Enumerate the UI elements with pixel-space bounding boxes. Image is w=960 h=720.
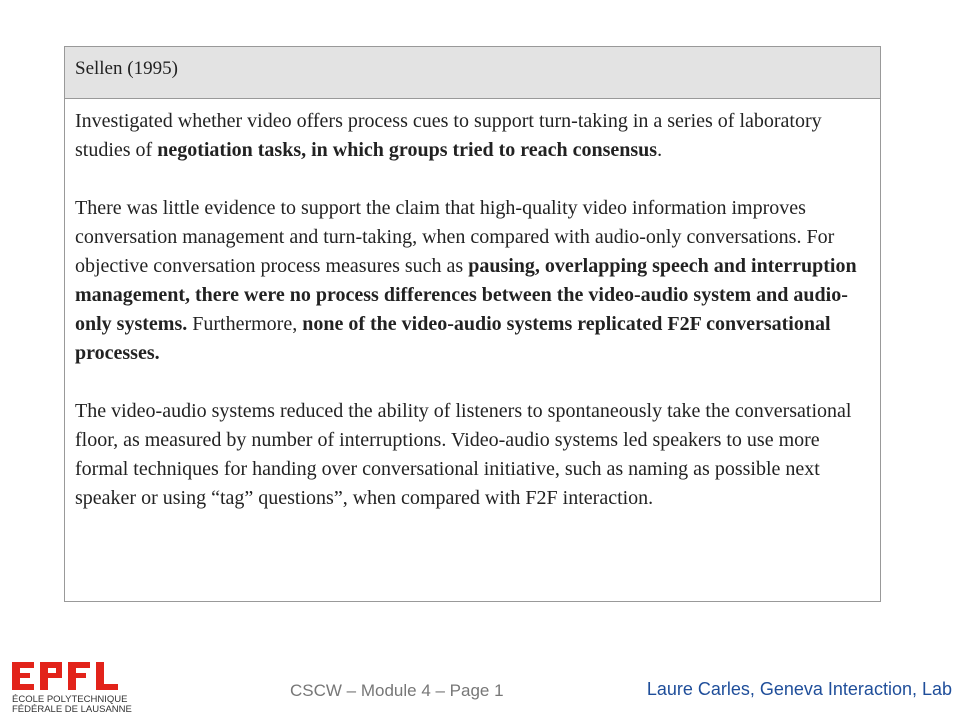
- paragraph-1-bold: negotiation tasks, in which groups tried to reach consensus: [157, 139, 658, 161]
- paragraph-1: [75, 107, 870, 165]
- paragraph-2-bold-1: pausing, overlapping speech and interruption management, there were no process differences between the video-audio system and audio-only systems.: [75, 255, 857, 335]
- paragraph-2-text: There was little evidence to support the claim that high-quality video information improves conversation management and turn-taking, when compared with audio-only conversations. For objective conversation process measures such as: [75, 197, 835, 277]
- paragraph-2-bold-2: none of the video-audio systems replicated F2F conversational processes.: [75, 313, 831, 364]
- logo-subtitle-2: FÉDÉRALE DE LAUSANNE: [12, 704, 132, 714]
- study-citation: Sellen (1995): [75, 58, 178, 79]
- paragraph-1-end: .: [657, 139, 663, 161]
- table-header: [65, 47, 880, 99]
- epfl-logo-graphic: [10, 660, 145, 714]
- footer-author: Laure Carles, Geneva Interaction, Lab: [646, 679, 952, 699]
- paragraph-3: [75, 397, 870, 513]
- logo-subtitle-1: ÉCOLE POLYTECHNIQUE: [12, 694, 128, 705]
- paragraph-2: [75, 194, 870, 368]
- study-table: [64, 46, 881, 602]
- paragraph-3-text: The video-audio systems reduced the ability of listeners to spontaneously take the conversational floor, as measured by number of interruptions. Video-audio systems led speakers to use more formal techniques for handing over conversational initiative, such as naming as possible next speaker or using “tag” questions”, when compared with F2F interaction.: [75, 400, 852, 509]
- epfl-logo: [10, 660, 145, 714]
- paragraph-2-text-2: Furthermore,: [187, 313, 303, 335]
- table-body: [65, 99, 880, 601]
- epfl-logo-letters: [12, 662, 118, 690]
- footer-page-label: CSCW – Module 4 – Page 1: [290, 681, 504, 700]
- paragraph-1-text: Investigated whether video offers process cues to support turn-taking in a series of laboratory studies of: [75, 110, 822, 161]
